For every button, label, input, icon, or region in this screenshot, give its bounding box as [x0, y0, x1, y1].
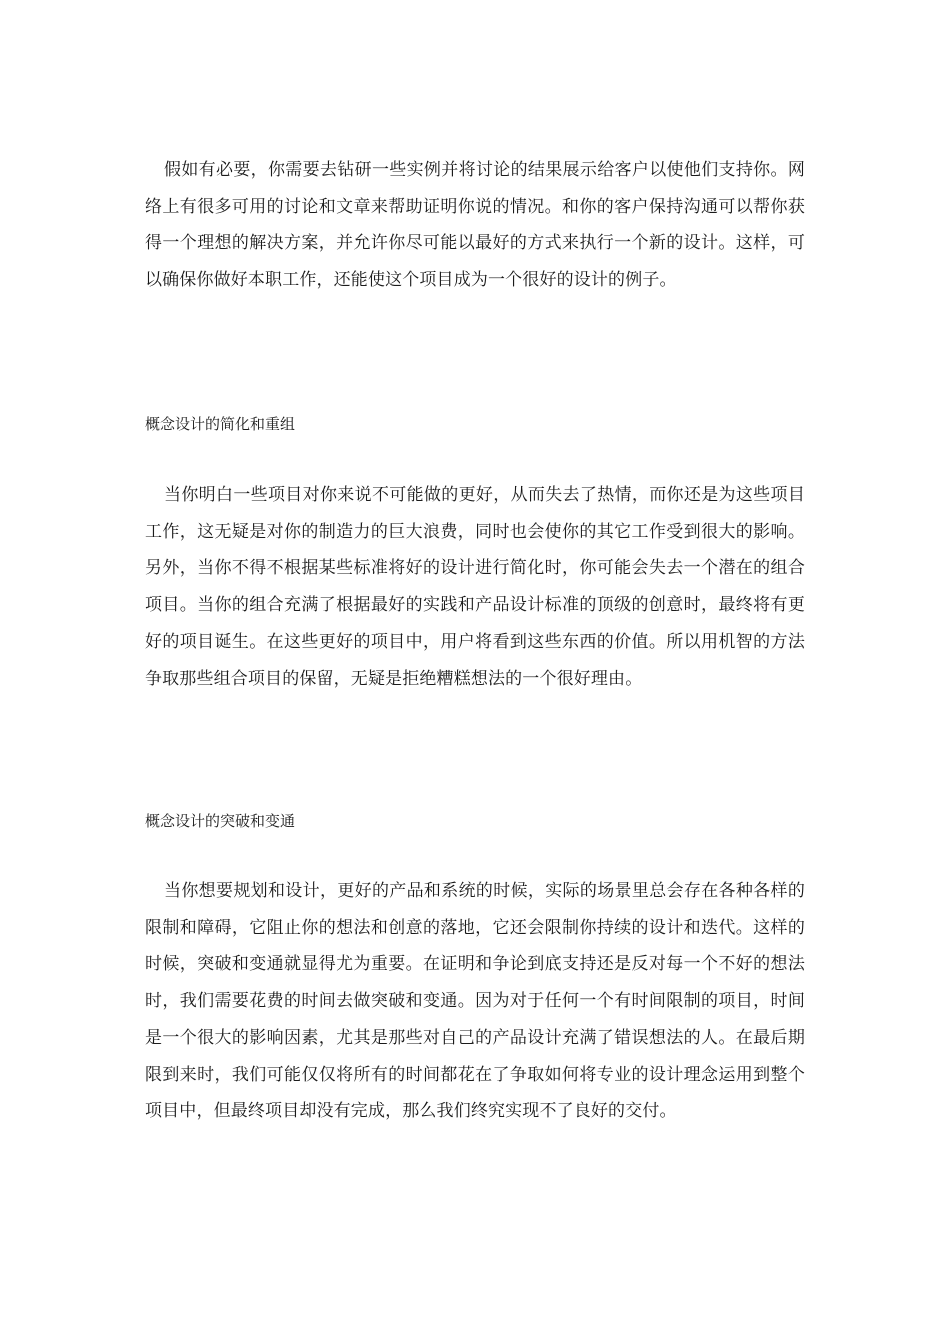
- body-paragraph-3: 当你想要规划和设计，更好的产品和系统的时候，实际的场景里总会存在各种各样的限制和障碍，它阻止你的想法和创意的落地，它还会限制你持续的设计和迭代。这样的时候，突破和变通就显得尤为重要。在证明和争论到底支持还是反对每一个不好的想法时，我们需要花费的时间去做突破和变通。因为对于任何一个有时间限制的项目，时间是一个很大的影响因素，尤其是那些对自己的产品设计充满了错误想法的人。在最后期限到来时，我们可能仅仅将所有的时间都花在了争取如何将专业的设计理念运用到整个项目中，但最终项目却没有完成，那么我们终究实现不了良好的交付。: [145, 881, 805, 1122]
- section-heading-simplify-reorganize: 概念设计的简化和重组: [145, 415, 296, 433]
- body-paragraph-2: 当你明白一些项目对你来说不可能做的更好，从而失去了热情，而你还是为这些项目工作，这无疑是对你的制造力的巨大浪费，同时也会使你的其它工作受到很大的影响。另外，当你不得不根据某些标准将好的设计进行简化时，你可能会失去一个潜在的组合项目。当你的组合充满了根据最好的实践和产品设计标准的顶级的创意时，最终将有更好的项目诞生。在这些更好的项目中，用户将看到这些东西的价值。所以用机智的方法争取那些组合项目的保留，无疑是拒绝糟糕想法的一个很好理由。: [145, 485, 805, 689]
- body-paragraph-1: 假如有必要，你需要去钻研一些实例并将讨论的结果展示给客户以使他们支持你。网络上有很多可用的讨论和文章来帮助证明你说的情况。和你的客户保持沟通可以帮你获得一个理想的解决方案，并允许你尽可能以最好的方式来执行一个新的设计。这样，可以确保你做好本职工作，还能使这个项目成为一个很好的设计的例子。: [145, 160, 805, 291]
- section-heading-breakthrough-flexibility: 概念设计的突破和变通: [145, 812, 296, 830]
